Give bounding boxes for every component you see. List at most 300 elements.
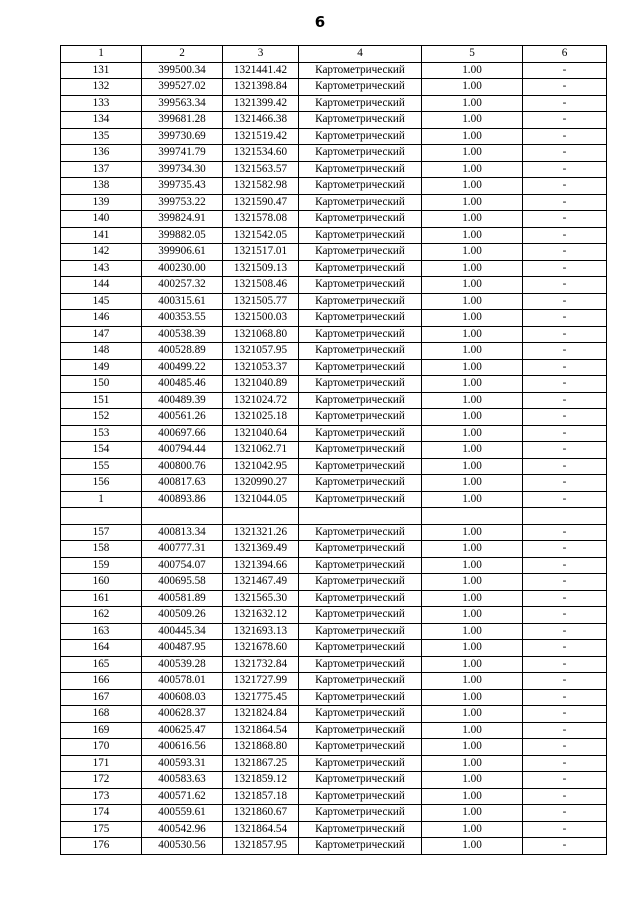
column-header-point-number: 1: [61, 46, 142, 63]
cell-method: Картометрический: [299, 178, 422, 195]
table-row: [61, 821, 607, 838]
cell-point-number: 152: [61, 409, 142, 426]
table-row: [61, 557, 607, 574]
cell-point-number: 141: [61, 227, 142, 244]
cell-y-coordinate: 1321505.77: [223, 293, 299, 310]
cell-point-number: 153: [61, 425, 142, 442]
cell-accuracy: 1.00: [422, 689, 523, 706]
table-row: [61, 376, 607, 393]
cell-description: -: [523, 95, 607, 112]
cell-method: Картометрический: [299, 194, 422, 211]
cell-point-number: 157: [61, 524, 142, 541]
cell-point-number: 131: [61, 62, 142, 79]
table-row: [61, 706, 607, 723]
cell-method: Картометрический: [299, 640, 422, 657]
cell-x-coordinate: [142, 508, 223, 525]
cell-x-coordinate: 400315.61: [142, 293, 223, 310]
cell-x-coordinate: 400583.63: [142, 772, 223, 789]
cell-x-coordinate: 400353.55: [142, 310, 223, 327]
cell-description: -: [523, 178, 607, 195]
cell-y-coordinate: 1321509.13: [223, 260, 299, 277]
cell-y-coordinate: 1321859.12: [223, 772, 299, 789]
cell-y-coordinate: 1321500.03: [223, 310, 299, 327]
cell-accuracy: 1.00: [422, 409, 523, 426]
cell-y-coordinate: 1321857.95: [223, 838, 299, 855]
cell-point-number: [61, 508, 142, 525]
cell-x-coordinate: 400593.31: [142, 755, 223, 772]
cell-x-coordinate: 400230.00: [142, 260, 223, 277]
cell-point-number: 155: [61, 458, 142, 475]
table-row: [61, 722, 607, 739]
cell-method: Картометрический: [299, 79, 422, 96]
column-header-method: 4: [299, 46, 422, 63]
table-row: [61, 590, 607, 607]
cell-method: Картометрический: [299, 409, 422, 426]
cell-point-number: 159: [61, 557, 142, 574]
cell-x-coordinate: 400608.03: [142, 689, 223, 706]
cell-description: -: [523, 227, 607, 244]
table-row: [61, 277, 607, 294]
cell-accuracy: 1.00: [422, 821, 523, 838]
cell-method: Картометрический: [299, 557, 422, 574]
cell-method: Картометрический: [299, 277, 422, 294]
table-row: [61, 178, 607, 195]
cell-x-coordinate: 400499.22: [142, 359, 223, 376]
cell-accuracy: 1.00: [422, 161, 523, 178]
cell-method: Картометрический: [299, 62, 422, 79]
cell-description: -: [523, 260, 607, 277]
cell-method: Картометрический: [299, 821, 422, 838]
cell-x-coordinate: 400817.63: [142, 475, 223, 492]
cell-method: Картометрический: [299, 590, 422, 607]
table-row: [61, 194, 607, 211]
cell-y-coordinate: 1321466.38: [223, 112, 299, 129]
cell-description: -: [523, 409, 607, 426]
cell-method: Картометрический: [299, 211, 422, 228]
cell-point-number: 163: [61, 623, 142, 640]
cell-y-coordinate: 1321040.89: [223, 376, 299, 393]
cell-accuracy: 1.00: [422, 772, 523, 789]
cell-method: Картометрический: [299, 475, 422, 492]
cell-x-coordinate: 400257.32: [142, 277, 223, 294]
cell-point-number: 150: [61, 376, 142, 393]
cell-y-coordinate: 1321534.60: [223, 145, 299, 162]
cell-x-coordinate: 400542.96: [142, 821, 223, 838]
cell-y-coordinate: 1321508.46: [223, 277, 299, 294]
cell-y-coordinate: 1321399.42: [223, 95, 299, 112]
column-header-x: 2: [142, 46, 223, 63]
cell-accuracy: 1.00: [422, 788, 523, 805]
cell-point-number: 162: [61, 607, 142, 624]
cell-x-coordinate: 400625.47: [142, 722, 223, 739]
cell-method: Картометрический: [299, 392, 422, 409]
cell-y-coordinate: 1321467.49: [223, 574, 299, 591]
cell-x-coordinate: 400697.66: [142, 425, 223, 442]
table-row: [61, 112, 607, 129]
cell-x-coordinate: 399500.34: [142, 62, 223, 79]
cell-method: Картометрический: [299, 458, 422, 475]
cell-accuracy: 1.00: [422, 227, 523, 244]
cell-accuracy: 1.00: [422, 574, 523, 591]
cell-y-coordinate: 1321044.05: [223, 491, 299, 508]
cell-accuracy: 1.00: [422, 260, 523, 277]
table-row: [61, 524, 607, 541]
cell-method: Картометрический: [299, 607, 422, 624]
cell-accuracy: 1.00: [422, 244, 523, 261]
cell-method: Картометрический: [299, 574, 422, 591]
cell-point-number: 170: [61, 739, 142, 756]
cell-point-number: 173: [61, 788, 142, 805]
table-row: [61, 755, 607, 772]
cell-description: -: [523, 310, 607, 327]
cell-y-coordinate: 1321693.13: [223, 623, 299, 640]
cell-accuracy: 1.00: [422, 425, 523, 442]
column-header-description: 6: [523, 46, 607, 63]
cell-description: -: [523, 244, 607, 261]
cell-method: Картометрический: [299, 244, 422, 261]
table-row: [61, 689, 607, 706]
cell-accuracy: 1.00: [422, 128, 523, 145]
cell-description: -: [523, 194, 607, 211]
cell-accuracy: 1.00: [422, 293, 523, 310]
cell-x-coordinate: 400571.62: [142, 788, 223, 805]
cell-accuracy: 1.00: [422, 590, 523, 607]
cell-point-number: 1: [61, 491, 142, 508]
cell-method: Картометрический: [299, 359, 422, 376]
cell-method: [299, 508, 422, 525]
cell-x-coordinate: 400539.28: [142, 656, 223, 673]
cell-method: Картометрический: [299, 145, 422, 162]
cell-y-coordinate: 1321068.80: [223, 326, 299, 343]
cell-description: -: [523, 128, 607, 145]
cell-y-coordinate: 1321057.95: [223, 343, 299, 360]
cell-accuracy: 1.00: [422, 442, 523, 459]
cell-y-coordinate: 1321775.45: [223, 689, 299, 706]
cell-point-number: 156: [61, 475, 142, 492]
cell-x-coordinate: 400777.31: [142, 541, 223, 558]
cell-x-coordinate: 399527.02: [142, 79, 223, 96]
cell-method: Картометрический: [299, 805, 422, 822]
coordinates-table: [60, 45, 607, 855]
cell-description: -: [523, 145, 607, 162]
cell-accuracy: 1.00: [422, 607, 523, 624]
cell-method: Картометрический: [299, 541, 422, 558]
cell-description: -: [523, 458, 607, 475]
cell-accuracy: 1.00: [422, 326, 523, 343]
cell-point-number: 164: [61, 640, 142, 657]
cell-y-coordinate: 1321542.05: [223, 227, 299, 244]
cell-x-coordinate: 399563.34: [142, 95, 223, 112]
cell-description: -: [523, 392, 607, 409]
table-row: [61, 227, 607, 244]
cell-accuracy: 1.00: [422, 739, 523, 756]
table-row: [61, 541, 607, 558]
cell-accuracy: 1.00: [422, 541, 523, 558]
cell-x-coordinate: 400813.34: [142, 524, 223, 541]
cell-point-number: 138: [61, 178, 142, 195]
cell-accuracy: [422, 508, 523, 525]
cell-x-coordinate: 400530.56: [142, 838, 223, 855]
cell-y-coordinate: 1321062.71: [223, 442, 299, 459]
header-row: [61, 46, 607, 63]
cell-accuracy: 1.00: [422, 95, 523, 112]
cell-point-number: 137: [61, 161, 142, 178]
cell-accuracy: 1.00: [422, 475, 523, 492]
cell-y-coordinate: 1321398.84: [223, 79, 299, 96]
table-row: [61, 128, 607, 145]
cell-description: -: [523, 788, 607, 805]
cell-accuracy: 1.00: [422, 491, 523, 508]
cell-description: -: [523, 640, 607, 657]
cell-y-coordinate: 1321824.84: [223, 706, 299, 723]
cell-accuracy: 1.00: [422, 178, 523, 195]
cell-description: -: [523, 541, 607, 558]
cell-method: Картометрический: [299, 772, 422, 789]
cell-x-coordinate: 400559.61: [142, 805, 223, 822]
cell-x-coordinate: 400754.07: [142, 557, 223, 574]
cell-description: -: [523, 524, 607, 541]
cell-accuracy: 1.00: [422, 755, 523, 772]
cell-accuracy: 1.00: [422, 359, 523, 376]
cell-point-number: 145: [61, 293, 142, 310]
cell-description: -: [523, 838, 607, 855]
cell-y-coordinate: 1321582.98: [223, 178, 299, 195]
cell-accuracy: 1.00: [422, 392, 523, 409]
cell-point-number: 175: [61, 821, 142, 838]
table-row: [61, 640, 607, 657]
cell-method: Картометрический: [299, 838, 422, 855]
cell-method: Картометрический: [299, 112, 422, 129]
page-number: 6: [314, 13, 326, 31]
table-row: [61, 574, 607, 591]
cell-point-number: 142: [61, 244, 142, 261]
cell-y-coordinate: 1321517.01: [223, 244, 299, 261]
cell-x-coordinate: 399735.43: [142, 178, 223, 195]
cell-point-number: 167: [61, 689, 142, 706]
cell-accuracy: 1.00: [422, 838, 523, 855]
cell-point-number: 132: [61, 79, 142, 96]
cell-description: -: [523, 359, 607, 376]
cell-accuracy: 1.00: [422, 458, 523, 475]
cell-method: Картометрический: [299, 260, 422, 277]
cell-x-coordinate: 399741.79: [142, 145, 223, 162]
cell-method: Картометрический: [299, 227, 422, 244]
table-row: [61, 838, 607, 855]
cell-x-coordinate: 400628.37: [142, 706, 223, 723]
cell-x-coordinate: 399882.05: [142, 227, 223, 244]
cell-x-coordinate: 400489.39: [142, 392, 223, 409]
cell-point-number: 168: [61, 706, 142, 723]
cell-method: Картометрический: [299, 706, 422, 723]
cell-description: -: [523, 722, 607, 739]
table-row: [61, 739, 607, 756]
cell-point-number: 148: [61, 343, 142, 360]
cell-point-number: 151: [61, 392, 142, 409]
cell-description: -: [523, 673, 607, 690]
cell-method: Картометрический: [299, 425, 422, 442]
cell-x-coordinate: 400487.95: [142, 640, 223, 657]
table-row: [61, 310, 607, 327]
cell-y-coordinate: [223, 508, 299, 525]
cell-description: -: [523, 689, 607, 706]
column-header-accuracy: 5: [422, 46, 523, 63]
cell-description: -: [523, 772, 607, 789]
table-row: [61, 260, 607, 277]
cell-description: -: [523, 343, 607, 360]
cell-y-coordinate: 1321864.54: [223, 821, 299, 838]
cell-accuracy: 1.00: [422, 640, 523, 657]
cell-accuracy: 1.00: [422, 277, 523, 294]
cell-y-coordinate: 1321727.99: [223, 673, 299, 690]
cell-y-coordinate: 1321678.60: [223, 640, 299, 657]
cell-description: -: [523, 293, 607, 310]
cell-method: Картометрический: [299, 95, 422, 112]
cell-x-coordinate: 399734.30: [142, 161, 223, 178]
cell-accuracy: 1.00: [422, 145, 523, 162]
cell-x-coordinate: 400695.58: [142, 574, 223, 591]
cell-x-coordinate: 400893.86: [142, 491, 223, 508]
cell-point-number: 144: [61, 277, 142, 294]
cell-method: Картометрический: [299, 623, 422, 640]
cell-description: -: [523, 62, 607, 79]
cell-x-coordinate: 400561.26: [142, 409, 223, 426]
cell-description: -: [523, 656, 607, 673]
table-row: [61, 805, 607, 822]
cell-y-coordinate: 1321040.64: [223, 425, 299, 442]
cell-description: -: [523, 739, 607, 756]
cell-x-coordinate: 400794.44: [142, 442, 223, 459]
cell-point-number: 147: [61, 326, 142, 343]
cell-accuracy: 1.00: [422, 706, 523, 723]
table-row: [61, 491, 607, 508]
cell-method: Картометрический: [299, 689, 422, 706]
cell-accuracy: 1.00: [422, 722, 523, 739]
cell-accuracy: 1.00: [422, 805, 523, 822]
cell-x-coordinate: 400800.76: [142, 458, 223, 475]
cell-accuracy: 1.00: [422, 656, 523, 673]
cell-point-number: 160: [61, 574, 142, 591]
cell-x-coordinate: 400616.56: [142, 739, 223, 756]
cell-y-coordinate: 1321563.57: [223, 161, 299, 178]
table-row: [61, 145, 607, 162]
table-row: [61, 623, 607, 640]
cell-description: -: [523, 326, 607, 343]
table-row: [61, 425, 607, 442]
table-row: [61, 343, 607, 360]
cell-method: Картометрический: [299, 524, 422, 541]
table-row: [61, 475, 607, 492]
cell-method: Картометрический: [299, 788, 422, 805]
cell-x-coordinate: 399730.69: [142, 128, 223, 145]
cell-method: Картометрический: [299, 293, 422, 310]
cell-method: Картометрический: [299, 673, 422, 690]
cell-y-coordinate: 1321025.18: [223, 409, 299, 426]
cell-x-coordinate: 400445.34: [142, 623, 223, 640]
cell-description: -: [523, 706, 607, 723]
table-row: [61, 359, 607, 376]
cell-method: Картометрический: [299, 310, 422, 327]
cell-y-coordinate: 1321867.25: [223, 755, 299, 772]
table-row: [61, 161, 607, 178]
cell-description: -: [523, 79, 607, 96]
cell-method: Картометрический: [299, 442, 422, 459]
cell-y-coordinate: 1321632.12: [223, 607, 299, 624]
cell-point-number: 165: [61, 656, 142, 673]
cell-y-coordinate: 1321321.26: [223, 524, 299, 541]
cell-accuracy: 1.00: [422, 211, 523, 228]
cell-x-coordinate: 399681.28: [142, 112, 223, 129]
cell-y-coordinate: 1321578.08: [223, 211, 299, 228]
table-row: [61, 79, 607, 96]
table-row: [61, 673, 607, 690]
cell-description: -: [523, 211, 607, 228]
cell-point-number: 143: [61, 260, 142, 277]
cell-x-coordinate: 400509.26: [142, 607, 223, 624]
cell-accuracy: 1.00: [422, 62, 523, 79]
cell-description: -: [523, 590, 607, 607]
cell-method: Картометрический: [299, 128, 422, 145]
cell-description: -: [523, 755, 607, 772]
cell-method: Картометрический: [299, 376, 422, 393]
cell-description: -: [523, 112, 607, 129]
table-row: [61, 326, 607, 343]
cell-x-coordinate: 399824.91: [142, 211, 223, 228]
cell-method: Картометрический: [299, 755, 422, 772]
cell-point-number: 135: [61, 128, 142, 145]
table-row: [61, 508, 607, 525]
cell-y-coordinate: 1321042.95: [223, 458, 299, 475]
cell-y-coordinate: 1321394.66: [223, 557, 299, 574]
table-row: [61, 211, 607, 228]
cell-point-number: 154: [61, 442, 142, 459]
table-row: [61, 293, 607, 310]
table-row: [61, 62, 607, 79]
cell-x-coordinate: 400538.39: [142, 326, 223, 343]
cell-method: Картометрический: [299, 343, 422, 360]
cell-y-coordinate: 1321441.42: [223, 62, 299, 79]
cell-x-coordinate: 400578.01: [142, 673, 223, 690]
cell-accuracy: 1.00: [422, 524, 523, 541]
cell-point-number: 176: [61, 838, 142, 855]
cell-point-number: 171: [61, 755, 142, 772]
cell-accuracy: 1.00: [422, 623, 523, 640]
table-row: [61, 442, 607, 459]
cell-point-number: 166: [61, 673, 142, 690]
cell-description: -: [523, 623, 607, 640]
cell-y-coordinate: 1321857.18: [223, 788, 299, 805]
cell-description: -: [523, 376, 607, 393]
cell-x-coordinate: 400528.89: [142, 343, 223, 360]
cell-x-coordinate: 399753.22: [142, 194, 223, 211]
cell-y-coordinate: 1321519.42: [223, 128, 299, 145]
cell-y-coordinate: 1321565.30: [223, 590, 299, 607]
cell-method: Картометрический: [299, 326, 422, 343]
cell-point-number: 133: [61, 95, 142, 112]
table-row: [61, 772, 607, 789]
cell-description: -: [523, 574, 607, 591]
table-row: [61, 656, 607, 673]
cell-description: -: [523, 821, 607, 838]
cell-method: Картометрический: [299, 656, 422, 673]
table-body: [61, 62, 607, 854]
cell-accuracy: 1.00: [422, 310, 523, 327]
table-row: [61, 244, 607, 261]
cell-accuracy: 1.00: [422, 112, 523, 129]
cell-method: Картометрический: [299, 722, 422, 739]
table-row: [61, 95, 607, 112]
table-row: [61, 409, 607, 426]
cell-x-coordinate: 400581.89: [142, 590, 223, 607]
